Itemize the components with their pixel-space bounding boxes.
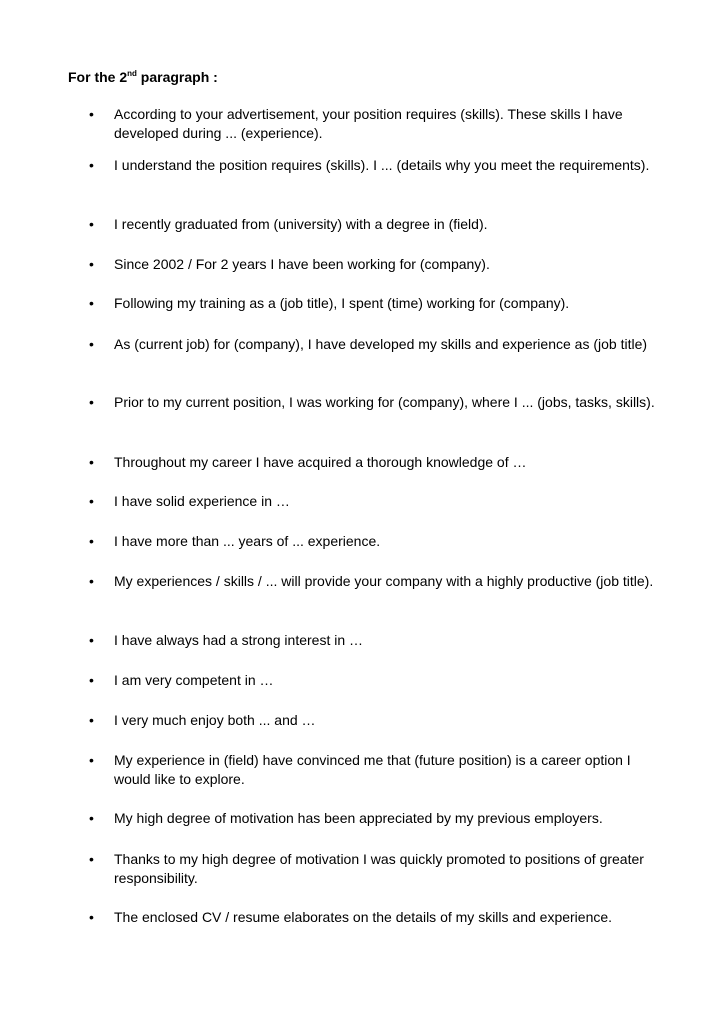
heading-prefix: For the 2: [68, 69, 128, 85]
list-item-text: I have always had a strong interest in …: [114, 632, 364, 648]
list-item-text: I have solid experience in …: [114, 493, 290, 509]
bullet-icon: •: [89, 106, 94, 122]
section-heading: [68, 68, 218, 86]
list-item-text: My experience in (field) have convinced me that (future position) is a career option I would like to explore.: [114, 752, 631, 787]
list-item-text: Since 2002 / For 2 years I have been working for (company).: [114, 256, 490, 272]
bullet-icon: •: [89, 672, 94, 688]
list-item-text: Thanks to my high degree of motivation I was quickly promoted to positions of greater responsibility.: [114, 851, 644, 886]
list-item-text: My experiences / skills / ... will provide your company with a highly productive (job title).: [114, 573, 654, 589]
bullet-icon: •: [89, 712, 94, 728]
bullet-icon: •: [89, 493, 94, 509]
heading-suffix: paragraph :: [136, 69, 218, 85]
bullet-icon: •: [89, 454, 94, 470]
bullet-icon: •: [89, 394, 94, 410]
list-item-text: I recently graduated from (university) with a degree in (field).: [114, 216, 488, 232]
bullet-icon: •: [89, 533, 94, 549]
bullet-icon: •: [89, 256, 94, 272]
list-item-text: I have more than ... years of ... experience.: [114, 533, 381, 549]
list-item-text: Prior to my current position, I was working for (company), where I ... (jobs, tasks, skills).: [114, 394, 655, 410]
bullet-icon: •: [89, 632, 94, 648]
list-item-text: I am very competent in …: [114, 672, 274, 688]
bullet-icon: •: [89, 216, 94, 232]
heading-superscript: nd: [127, 69, 137, 78]
list-item-text: The enclosed CV / resume elaborates on the details of my skills and experience.: [114, 909, 613, 925]
bullet-icon: •: [89, 909, 94, 925]
bullet-icon: •: [89, 752, 94, 768]
list-item-text: My high degree of motivation has been appreciated by my previous employers.: [114, 810, 603, 826]
bullet-icon: •: [89, 851, 94, 867]
list-item-text: I very much enjoy both ... and …: [114, 712, 316, 728]
bullet-icon: •: [89, 810, 94, 826]
list-item-text: According to your advertisement, your position requires (skills). These skills I have developed during ... (experience).: [114, 106, 623, 141]
list-item-text: Throughout my career I have acquired a thorough knowledge of …: [114, 454, 527, 470]
list-item-text: As (current job) for (company), I have developed my skills and experience as (job title): [114, 336, 648, 352]
bullet-icon: •: [89, 573, 94, 589]
bullet-icon: •: [89, 157, 94, 173]
bullet-icon: •: [89, 336, 94, 352]
list-item-text: Following my training as a (job title), I spent (time) working for (company).: [114, 295, 570, 311]
list-item-text: I understand the position requires (skills). I ... (details why you meet the requirements).: [114, 157, 650, 173]
bullet-icon: •: [89, 295, 94, 311]
